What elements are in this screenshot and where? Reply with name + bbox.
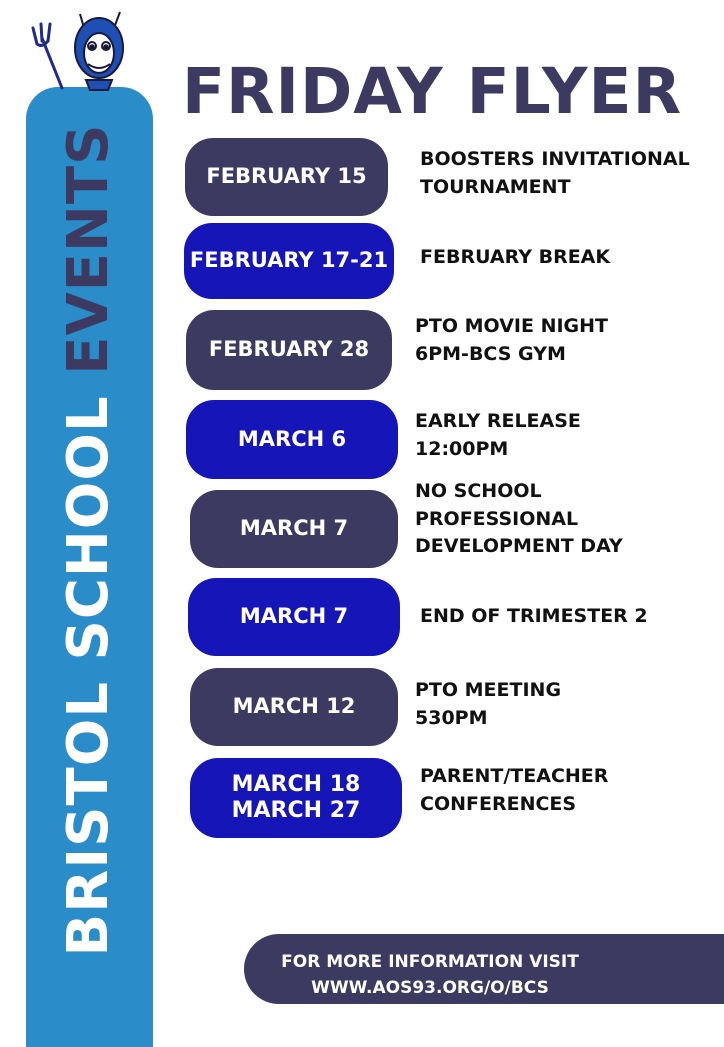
event-description: EARLY RELEASE 12:00PM: [415, 410, 581, 460]
event-description: PARENT/TEACHER CONFERENCES: [420, 765, 609, 815]
event-date-pill: MARCH 12: [190, 668, 398, 746]
event-date-pill: MARCH 6: [186, 400, 398, 479]
event-date-pill: FEBRUARY 17-21: [184, 223, 394, 299]
event-description: NO SCHOOL PROFESSIONAL DEVELOPMENT DAY: [415, 480, 623, 558]
event-description: PTO MOVIE NIGHT 6PM-BCS GYM: [415, 315, 608, 365]
event-description: FEBRUARY BREAK: [420, 246, 611, 268]
event-description: END OF TRIMESTER 2: [420, 605, 648, 627]
footer-info-link[interactable]: FOR MORE INFORMATION VISIT WWW.AOS93.ORG/O/BCS: [281, 952, 579, 998]
event-date-pill: FEBRUARY 15: [185, 138, 388, 216]
sidebar-title-accent: EVENTS: [56, 123, 121, 375]
page-title: FRIDAY FLYER: [182, 55, 683, 128]
event-date-pill: MARCH 18 MARCH 27: [190, 758, 402, 838]
devil-mascot-icon: [28, 8, 128, 92]
event-date-pill: MARCH 7: [188, 578, 400, 656]
event-description: PTO MEETING 530PM: [415, 679, 562, 729]
event-date-pill: MARCH 7: [190, 490, 398, 568]
event-description: BOOSTERS INVITATIONAL TOURNAMENT: [420, 148, 690, 198]
sidebar-title-main: BRISTOL SCHOOL: [56, 374, 121, 957]
event-date-pill: FEBRUARY 28: [186, 310, 392, 390]
sidebar-title: [56, 123, 121, 957]
